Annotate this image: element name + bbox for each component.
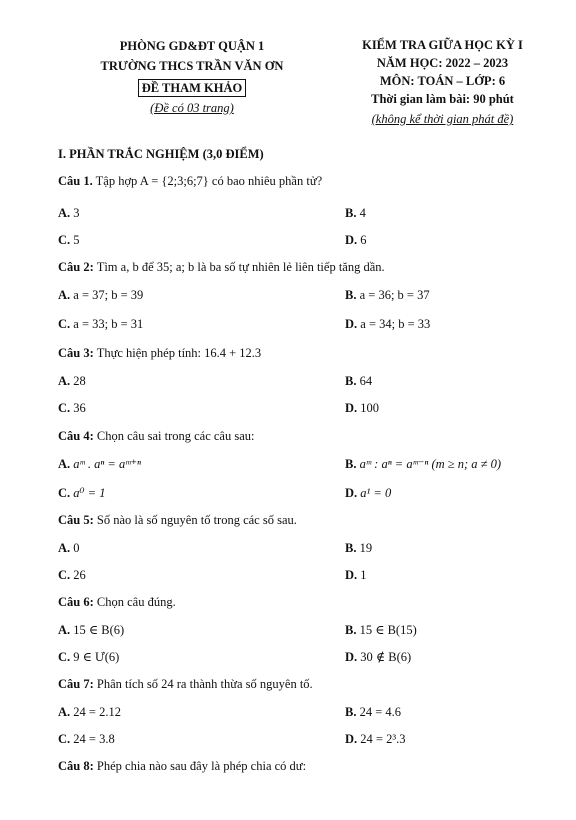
question-label: Câu 4: bbox=[58, 429, 94, 443]
question-text: Chọn câu đúng. bbox=[96, 595, 176, 609]
question-label: Câu 1. bbox=[58, 174, 93, 188]
question-6 bbox=[58, 594, 538, 610]
school-name: TRƯỜNG THCS TRẦN VĂN ƠN bbox=[100, 59, 284, 73]
question-4 bbox=[58, 428, 538, 444]
question-7 bbox=[58, 676, 538, 692]
question-label: Câu 6: bbox=[58, 595, 94, 609]
option-4c: C. a⁰ = 1 bbox=[58, 486, 106, 500]
question-text: Chọn câu sai trong các câu sau: bbox=[96, 429, 255, 443]
option-6d: D. 30 ∉ B(6) bbox=[345, 650, 412, 664]
option-3a: A. 28 bbox=[58, 374, 86, 388]
option-4d: D. a¹ = 0 bbox=[345, 486, 392, 500]
question-8 bbox=[58, 758, 538, 774]
option-2d: D. a = 34; b = 33 bbox=[345, 317, 431, 331]
option-4a: A. aᵐ . aⁿ = aᵐ⁺ⁿ bbox=[58, 457, 141, 471]
option-1b: B. 4 bbox=[345, 206, 366, 220]
exam-duration: Thời gian làm bài: 90 phút bbox=[371, 92, 514, 106]
department-name: PHÒNG GD&ĐT QUẬN 1 bbox=[119, 39, 265, 53]
school-year: NĂM HỌC: 2022 – 2023 bbox=[376, 56, 509, 70]
option-2b: B. a = 36; b = 37 bbox=[345, 288, 430, 302]
question-label: Câu 5: bbox=[58, 513, 94, 527]
option-2a: A. a = 37; b = 39 bbox=[58, 288, 144, 302]
question-label: Câu 2: bbox=[58, 260, 94, 274]
question-label: Câu 8: bbox=[58, 759, 94, 773]
question-label: Câu 7: bbox=[58, 677, 94, 691]
question-text: Thực hiện phép tính: 16.4 + 12.3 bbox=[96, 346, 262, 360]
question-1 bbox=[58, 173, 538, 189]
question-text: Phân tích số 24 ra thành thừa số nguyên tố. bbox=[96, 677, 313, 691]
reference-exam-label: ĐỀ THAM KHẢO bbox=[138, 79, 246, 97]
option-4b: B. aᵐ : aⁿ = aᵐ⁻ⁿ (m ≥ n; a ≠ 0) bbox=[345, 457, 502, 471]
question-text: Số nào là số nguyên tố trong các số sau. bbox=[96, 513, 297, 527]
option-5a: A. 0 bbox=[58, 541, 80, 555]
question-text: Tập hợp A = {2;3;6;7} có bao nhiêu phần tử? bbox=[95, 174, 323, 188]
question-text: Phép chia nào sau đây là phép chia có dư: bbox=[96, 759, 307, 773]
question-5 bbox=[58, 512, 538, 528]
option-6b: B. 15 ∈ B(15) bbox=[345, 623, 417, 637]
option-7d: D. 24 = 2³.3 bbox=[345, 732, 406, 746]
subject-grade: MÔN: TOÁN – LỚP: 6 bbox=[379, 74, 506, 88]
option-2c: C. a = 33; b = 31 bbox=[58, 317, 144, 331]
question-label: Câu 3: bbox=[58, 346, 94, 360]
question-3 bbox=[58, 345, 538, 361]
question-2 bbox=[58, 259, 538, 275]
option-7a: A. 24 = 2.12 bbox=[58, 705, 121, 719]
header-right bbox=[340, 36, 545, 127]
option-3c: C. 36 bbox=[58, 401, 86, 415]
option-1d: D. 6 bbox=[345, 233, 367, 247]
option-5b: B. 19 bbox=[345, 541, 373, 555]
option-3d: D. 100 bbox=[345, 401, 380, 415]
option-6a: A. 15 ∈ B(6) bbox=[58, 623, 125, 637]
option-1a: A. 3 bbox=[58, 206, 80, 220]
question-text: Tìm a, b để 35; a; b là ba số tự nhiên lẻ liên tiếp tăng dần. bbox=[96, 260, 385, 274]
exam-title: KIỂM TRA GIỮA HỌC KỲ I bbox=[362, 38, 523, 52]
duration-note: (không kể thời gian phát đề) bbox=[371, 112, 514, 126]
option-3b: B. 64 bbox=[345, 374, 373, 388]
option-1c: C. 5 bbox=[58, 233, 80, 247]
header-left bbox=[92, 36, 292, 116]
page-count-note: (Đề có 03 trang) bbox=[150, 101, 234, 115]
option-7c: C. 24 = 3.8 bbox=[58, 732, 115, 746]
option-7b: B. 24 = 4.6 bbox=[345, 705, 402, 719]
option-5d: D. 1 bbox=[345, 568, 367, 582]
option-5c: C. 26 bbox=[58, 568, 86, 582]
option-6c: C. 9 ∈ Ư(6) bbox=[58, 650, 120, 664]
section-title: I. PHẦN TRẮC NGHIỆM (3,0 ĐIỂM) bbox=[58, 147, 264, 161]
